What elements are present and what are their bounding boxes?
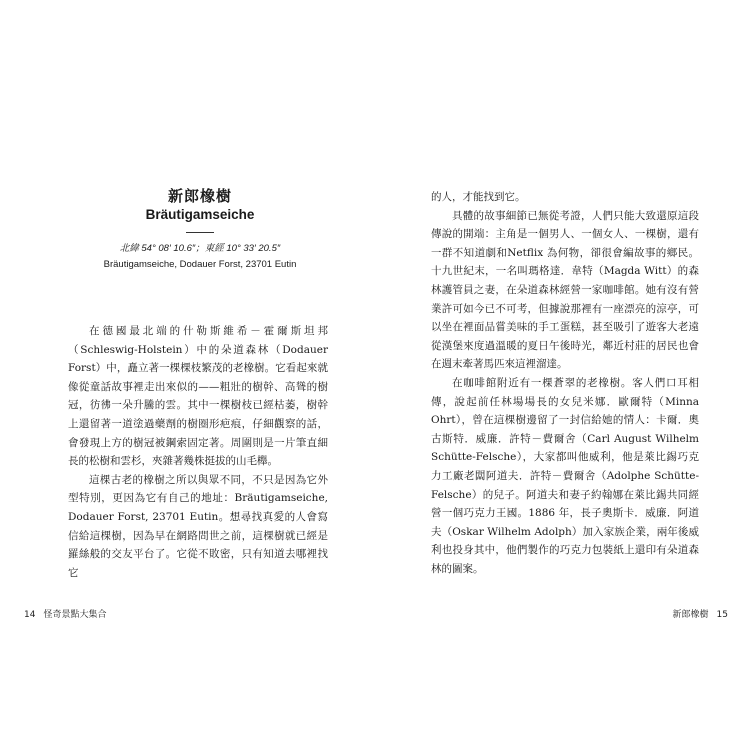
- paragraph: 在德國最北端的什勒斯維希－霍爾斯坦邦（Schleswig-Holstein）中的朵道森林（Dodauer Forst）中，矗立著一棵棵枝繁茂的老橡樹。它看起來就像從童話故事裡走出來似的——粗壯的樹幹、高聳的樹冠，彷彿一朵升騰的雲。其中一棵樹枝已經枯萎，樹幹上還留著一道塗過藥劑的樹圈形疤痕，仔細觀察的話，會發現上方的樹冠被鋼索固定著。周圍則是一片筆直細長的松樹和雲杉，夾雜著幾株挺拔的山毛櫸。: [68, 325, 328, 468]
- entry-title-german: Bräutigamseiche: [145, 207, 255, 222]
- page-number: 14: [24, 610, 36, 620]
- entry-title-chinese: 新郎橡樹: [167, 187, 232, 205]
- left-body-text: [68, 322, 328, 582]
- right-page: [375, 0, 750, 750]
- entry-header: [70, 186, 330, 273]
- right-folio: [673, 609, 728, 621]
- right-body-text: [431, 188, 699, 578]
- paragraph: 具體的故事細節已無從考證，人們只能大致還原這段傳說的開端：主角是一個男人、一個女人、一棵樹，還有一群不知道劇和Netflix 為何物，卻很會編故事的鄉民。十九世紀末，一名叫瑪格達．韋特（Magda Witt）的森林護管員之妻，在朵道森林經營一家咖啡館。她有沒有營業許可如今已不可考，但據說那裡有一座漂亮的涼亭，可以坐在裡面品嘗美味的手工蛋糕，甚至吸引了遊客大老遠從漢堡來度過溫暖的夏日午後時光，鄰近村莊的居民也會在週末牽著馬匹來這裡溜達。: [431, 209, 699, 371]
- title-divider: [186, 232, 214, 233]
- running-head: 怪奇景點大集合: [43, 610, 107, 620]
- page-number: 15: [716, 610, 728, 620]
- address: Bräutigamseiche, Dodauer Forst, 23701 Eutin: [103, 259, 297, 270]
- paragraph: 這棵古老的橡樹之所以與眾不同，不只是因為它外型特別，更因為它有自己的地址：Bräutigamseiche, Dodauer Forst, 23701 Eutin。想尋找真愛的人會寫信給這棵樹，因為早在網路問世之前，這棵樹就已經是羅絲般的交友平台了。它從不敗密，只有知道去哪裡找它: [68, 473, 328, 579]
- paragraph: 的人，才能找到它。: [431, 191, 526, 203]
- coordinates: 北緯 54° 08′ 10.6″；東經 10° 33′ 20.5″: [119, 243, 281, 254]
- running-head: 新郎橡樹: [672, 610, 709, 620]
- paragraph: 在咖啡館附近有一棵蒼翠的老橡樹。客人們口耳相傳，說起前任林場場長的女兒米娜．歐爾特（Minna Ohrt），曾在這棵樹邊留了一封信給她的情人：卡爾．奧古斯特．威廉．許特－費爾舍（Carl August Wilhelm Schütte-Felsche），大家都叫他威利，他是萊比錫巧克力工廠老闆阿道夫．許特－費爾舍（Adolphe Schütte-Felsche）的兒子。阿道夫和妻子約翰娜在萊比錫共同經營一個巧克力王國。1886 年，長子奧斯卡．威廉．阿道夫（Oskar Wilhelm Adolph）加入家族企業，兩年後威利也投身其中，他們製作的巧克力包裝紙上還印有朵道森林的圖案。: [431, 376, 699, 575]
- left-folio: [24, 609, 106, 621]
